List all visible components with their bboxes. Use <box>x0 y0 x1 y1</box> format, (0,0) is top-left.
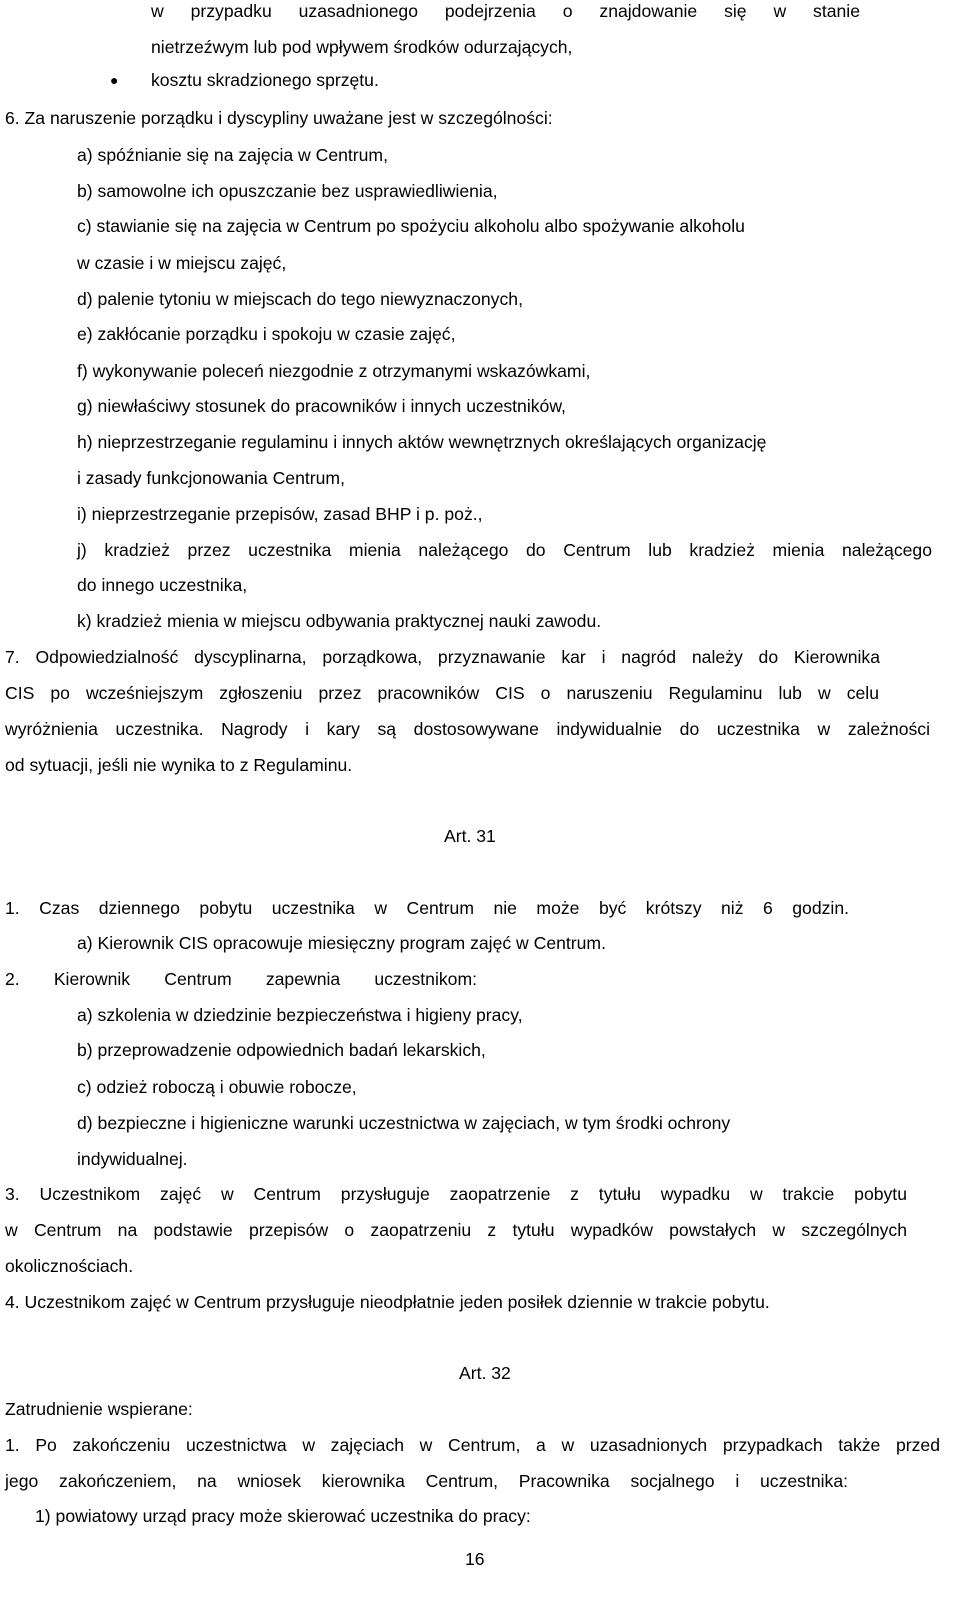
text-line-13: i zasady funkcjonowania Centrum, <box>77 468 345 488</box>
text-line-15: j) kradzież przez uczestnika mienia należącego do Centrum lub kradzież mienia należącego <box>77 540 932 560</box>
text-line-25: 2. Kierownik Centrum zapewnia uczestnikom: <box>5 969 477 989</box>
text-line-9: e) zakłócanie porządku i spokoju w czasie zajęć, <box>77 324 456 344</box>
text-line-37: 1. Po zakończeniu uczestnictwa w zajęciach w Centrum, a w uzasadnionych przypadkach także przed <box>5 1435 940 1455</box>
text-line-31: 3. Uczestnikom zajęć w Centrum przysługuje zaopatrzenie z tytułu wypadku w trakcie pobytu <box>5 1184 907 1204</box>
text-line-6: c) stawianie się na zajęcia w Centrum po spożyciu alkoholu albo spożywanie alkoholu <box>77 216 745 236</box>
text-line-34: 4. Uczestnikom zajęć w Centrum przysługuje nieodpłatnie jeden posiłek dziennie w trakcie pobytu. <box>5 1292 770 1312</box>
text-line-30: indywidualnej. <box>77 1149 188 1169</box>
text-line-3: 6. Za naruszenie porządku i dyscypliny uważane jest w szczególności: <box>5 108 553 128</box>
text-line-4: a) spóźnianie się na zajęcia w Centrum, <box>77 145 388 165</box>
section-heading-art32: Art. 32 <box>459 1363 511 1383</box>
text-line-14: i) nieprzestrzeganie przepisów, zasad BHP i p. poż., <box>77 504 483 524</box>
text-line-18: 7. Odpowiedzialność dyscyplinarna, porządkowa, przyznawanie kar i nagród należy do Kierownika <box>5 647 880 667</box>
text-line-38: jego zakończeniem, na wniosek kierownika Centrum, Pracownika socjalnego i uczestnika: <box>5 1471 848 1491</box>
text-line-20: wyróżnienia uczestnika. Nagrody i kary są dostosowywane indywidualnie do uczestnika w zależności <box>5 719 930 739</box>
text-line-10: f) wykonywanie poleceń niezgodnie z otrzymanymi wskazówkami, <box>77 361 591 381</box>
bullet-icon: ● <box>110 72 119 88</box>
text-line-32: w Centrum na podstawie przepisów o zaopatrzeniu z tytułu wypadków powstałych w szczególnych <box>5 1220 907 1240</box>
text-line-17: k) kradzież mienia w miejscu odbywania praktycznej nauki zawodu. <box>77 611 602 631</box>
text-line-23: 1. Czas dziennego pobytu uczestnika w Centrum nie może być krótszy niż 6 godzin. <box>5 898 849 918</box>
text-line-27: b) przeprowadzenie odpowiednich badań lekarskich, <box>77 1040 486 1060</box>
text-line-7: w czasie i w miejscu zajęć, <box>77 253 287 273</box>
text-line-29: d) bezpieczne i higieniczne warunki uczestnictwa w zajęciach, w tym środki ochrony <box>77 1113 731 1133</box>
text-line-2: kosztu skradzionego sprzętu. <box>151 70 379 90</box>
text-line-28: c) odzież roboczą i obuwie robocze, <box>77 1077 357 1097</box>
text-line-0: w przypadku uzasadnionego podejrzenia o znajdowanie się w stanie <box>151 1 860 21</box>
text-line-12: h) nieprzestrzeganie regulaminu i innych aktów wewnętrznych określających organizację <box>77 432 767 452</box>
text-line-11: g) niewłaściwy stosunek do pracowników i innych uczestników, <box>77 396 566 416</box>
text-line-19: CIS po wcześniejszym zgłoszeniu przez pracowników CIS o naruszeniu Regulaminu lub w celu <box>5 683 879 703</box>
text-line-24: a) Kierownik CIS opracowuje miesięczny program zajęć w Centrum. <box>77 933 606 953</box>
text-line-1: nietrzeźwym lub pod wpływem środków odurzających, <box>151 37 573 57</box>
text-line-33: okolicznościach. <box>5 1256 134 1276</box>
text-line-21: od sytuacji, jeśli nie wynika to z Regulaminu. <box>5 755 353 775</box>
text-line-5: b) samowolne ich opuszczanie bez usprawiedliwienia, <box>77 181 498 201</box>
text-line-8: d) palenie tytoniu w miejscach do tego niewyznaczonych, <box>77 289 523 309</box>
text-line-26: a) szkolenia w dziedzinie bezpieczeństwa i higieny pracy, <box>77 1005 523 1025</box>
page-number: 16 <box>465 1549 485 1569</box>
text-line-39: 1) powiatowy urząd pracy może skierować uczestnika do pracy: <box>35 1506 531 1526</box>
text-line-36: Zatrudnienie wspierane: <box>5 1399 193 1419</box>
text-line-16: do innego uczestnika, <box>77 575 248 595</box>
section-heading-art31: Art. 31 <box>444 826 496 846</box>
